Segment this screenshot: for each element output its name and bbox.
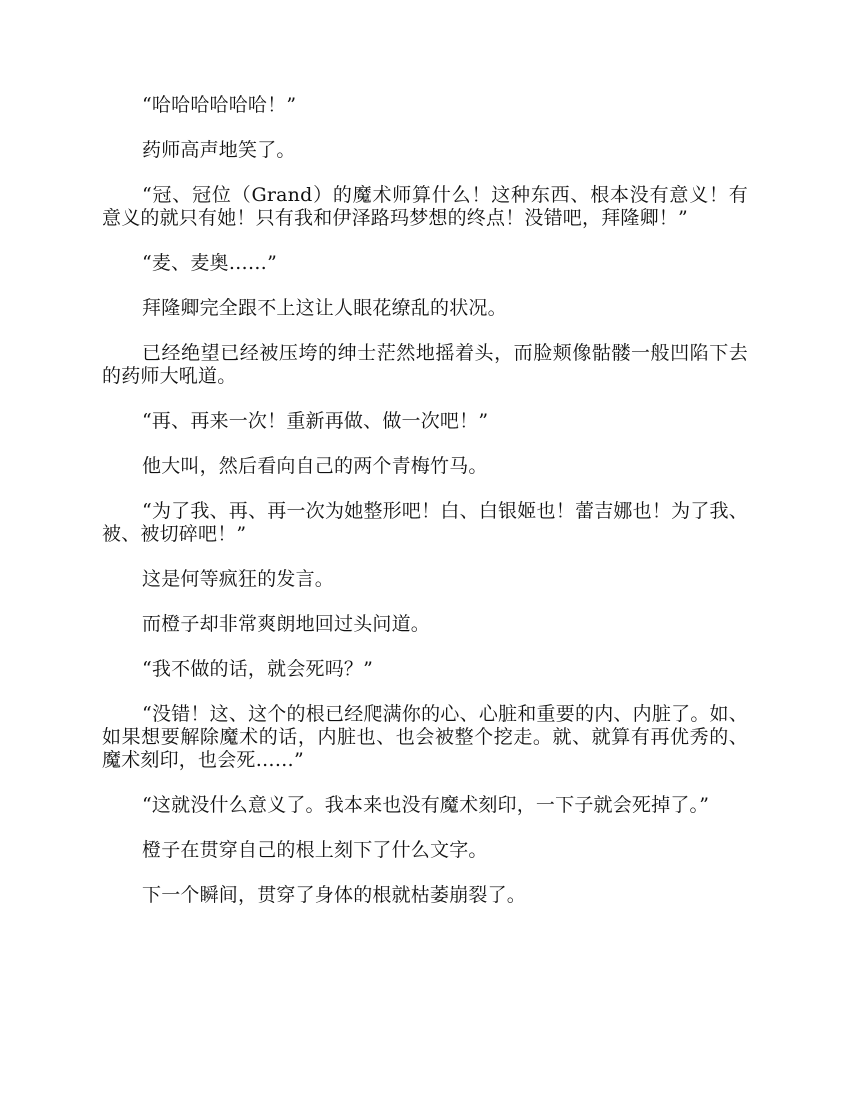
paragraph-8: 他大叫，然后看向自己的两个青梅竹马。 (142, 455, 488, 477)
paragraph-12: “我不做的话，就会死吗？” (142, 658, 374, 680)
paragraph-14: “这就没什么意义了。我本来也没有魔术刻印，一下子就会死掉了。” (142, 794, 710, 816)
paragraph-16: 下一个瞬间，贯穿了身体的根就枯萎崩裂了。 (142, 884, 527, 906)
paragraph-11: 而橙子却非常爽朗地回过头问道。 (142, 613, 431, 635)
paragraph-5: 拜隆卿完全跟不上这让人眼花缭乱的状况。 (142, 297, 507, 319)
paragraph-10: 这是何等疯狂的发言。 (142, 568, 335, 590)
paragraph-2: 药师高声地笑了。 (142, 139, 296, 161)
paragraph-13: “没错！这、这个的根已经爬满你的心、心脏和重要的内、内脏了。如、如果想要解除魔术的话，内脏也、也会被整个挖走。就、就算有再优秀的、魔术刻印，也会死……” (102, 703, 748, 771)
paragraph-9: “为了我、再、再一次为她整形吧！白、白银姬也！蕾吉娜也！为了我、被、被切碎吧！” (102, 500, 748, 545)
paragraph-6: 已经绝望已经被压垮的绅士茫然地摇着头，而脸颊像骷髅一般凹陷下去的药师大吼道。 (102, 342, 748, 387)
paragraph-3: “冠、冠位（Grand）的魔术师算什么！这种东西、根本没有意义！有意义的就只有她！只有我和伊泽路玛梦想的终点！没错吧，拜隆卿！” (102, 184, 748, 229)
paragraph-4: “麦、麦奥……” (142, 252, 278, 274)
document-page (102, 94, 748, 907)
paragraph-1: “哈哈哈哈哈哈！” (142, 94, 297, 116)
paragraph-15: 橙子在贯穿自己的根上刻下了什么文字。 (142, 839, 488, 861)
paragraph-7: “再、再来一次！重新再做、做一次吧！” (142, 410, 489, 432)
